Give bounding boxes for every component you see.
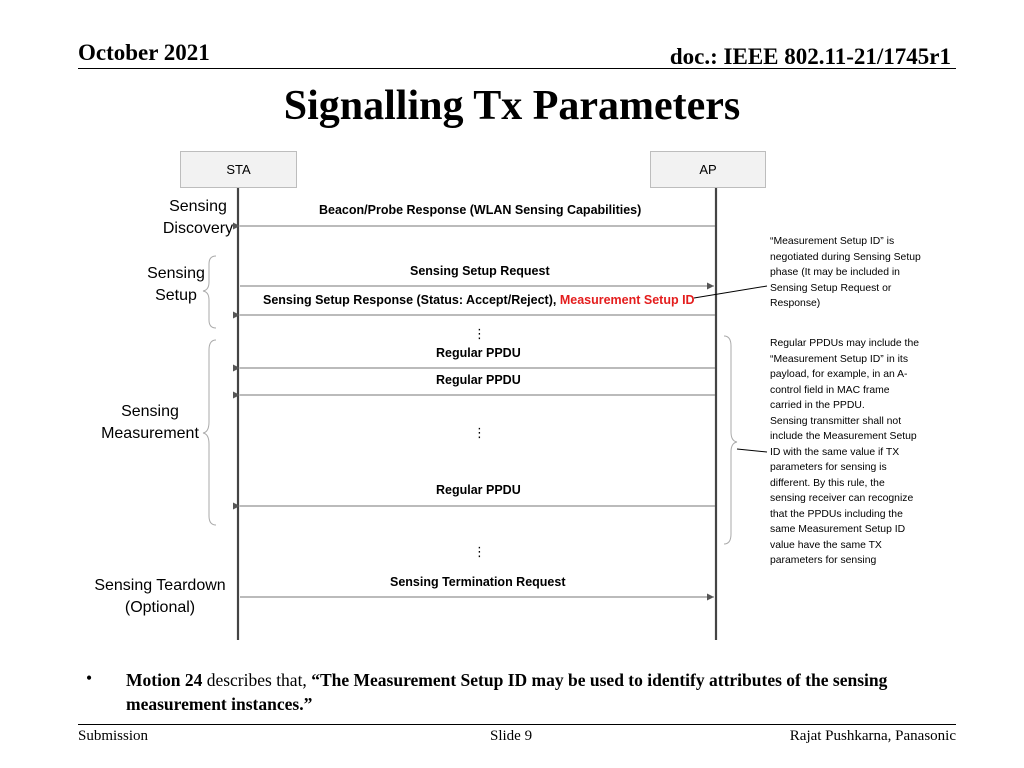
- ppdu-note-line: parameters for sensing is: [770, 462, 887, 473]
- ppdu-note-line: include the Measurement Setup: [770, 431, 917, 442]
- phase-discovery-line2: Discovery: [162, 220, 234, 237]
- ap-label: AP: [699, 162, 717, 177]
- ppdu-note-line: value have the same TX: [770, 539, 882, 551]
- slide-title: Signalling Tx Parameters: [283, 83, 741, 129]
- ppdu-note-line: same Measurement Setup ID: [770, 524, 906, 535]
- setup-request-label: Sensing Setup Request: [410, 264, 550, 278]
- termination-label: Sensing Termination Request: [390, 575, 566, 589]
- ppdu-note-brace: [724, 336, 737, 544]
- setup-note-line: Response): [770, 298, 821, 309]
- setup-note-line: phase (It may be included in: [770, 267, 900, 278]
- sta-label: STA: [226, 162, 251, 177]
- ppdu-note-line: Regular PPDUs may include the: [770, 338, 920, 349]
- ppdu-note-line: ID with the same value if TX: [770, 446, 900, 458]
- ppdu-note-line: Sensing transmitter shall not: [770, 415, 902, 427]
- setup-response-text: Sensing Setup Response (Status: Accept/Reject),: [263, 293, 560, 307]
- footer-submission: Submission: [78, 728, 149, 744]
- measurement-setup-id-highlight: Measurement Setup ID: [559, 293, 695, 307]
- ap-box: [650, 151, 766, 188]
- phase-discovery-line1: Sensing: [169, 198, 227, 215]
- ppdu-note-line: carried in the PPDU.: [770, 400, 865, 411]
- motion-ref: Motion 24: [126, 670, 203, 690]
- phase-measurement-line1: Sensing: [121, 403, 179, 420]
- setup-note: [770, 234, 950, 312]
- setup-note-callout: [694, 286, 767, 298]
- phase-setup: [126, 263, 226, 307]
- phase-teardown: [80, 575, 240, 619]
- setup-note-line: “Measurement Setup ID” is: [770, 236, 895, 247]
- ellipsis-2: ⋮: [473, 426, 486, 441]
- header-date: October 2021: [78, 40, 210, 65]
- ppdu-note-line: parameters for sensing: [770, 555, 877, 566]
- bullet-text: [126, 668, 946, 716]
- phase-measurement: [90, 401, 210, 445]
- ppdu-note-line: sensing receiver can recognize: [770, 493, 914, 504]
- bullet-quote: “The Measurement Setup ID may be used to identify attributes of the sensing measurement instances.”: [126, 670, 888, 714]
- sta-box: [180, 151, 297, 188]
- ppdu1-label: Regular PPDU: [436, 346, 521, 360]
- ppdu-note-line: different. By this rule, the: [770, 477, 885, 489]
- phase-measurement-line2: Measurement: [101, 425, 199, 442]
- ppdu-note-callout: [737, 449, 767, 452]
- footer-slide-number: Slide 9: [490, 728, 533, 744]
- ppdu-note-line: control field in MAC frame: [770, 384, 890, 396]
- ppdu3-label: Regular PPDU: [436, 483, 521, 497]
- ppdu-note: [770, 336, 950, 569]
- phase-discovery: [148, 196, 248, 240]
- beacon-label: Beacon/Probe Response (WLAN Sensing Capabilities): [319, 203, 642, 217]
- bullet-normal: describes that,: [202, 670, 312, 690]
- setup-response-label: [263, 293, 695, 307]
- phase-teardown-line1: Sensing Teardown: [94, 577, 226, 594]
- phase-setup-line2: Setup: [155, 287, 197, 304]
- footer-divider: [78, 724, 956, 725]
- ppdu2-label: Regular PPDU: [436, 373, 521, 387]
- phase-setup-line1: Sensing: [147, 265, 205, 282]
- bullet-marker: •: [86, 668, 93, 688]
- setup-note-line: Sensing Setup Request or: [770, 282, 892, 294]
- ellipsis-3: ⋮: [473, 545, 486, 560]
- ppdu-note-line: that the PPDUs including the: [770, 508, 903, 520]
- ellipsis-1: ⋮: [473, 327, 486, 342]
- phase-teardown-line2: (Optional): [124, 599, 196, 616]
- ppdu-note-line: “Measurement Setup ID” in its: [770, 353, 909, 365]
- footer-author: Rajat Pushkarna, Panasonic: [789, 728, 956, 744]
- ppdu-note-line: payload, for example, in an A-: [770, 369, 908, 380]
- setup-note-line: negotiated during Sensing Setup: [770, 251, 921, 263]
- header-doc-number: doc.: IEEE 802.11-21/1745r1: [669, 44, 951, 69]
